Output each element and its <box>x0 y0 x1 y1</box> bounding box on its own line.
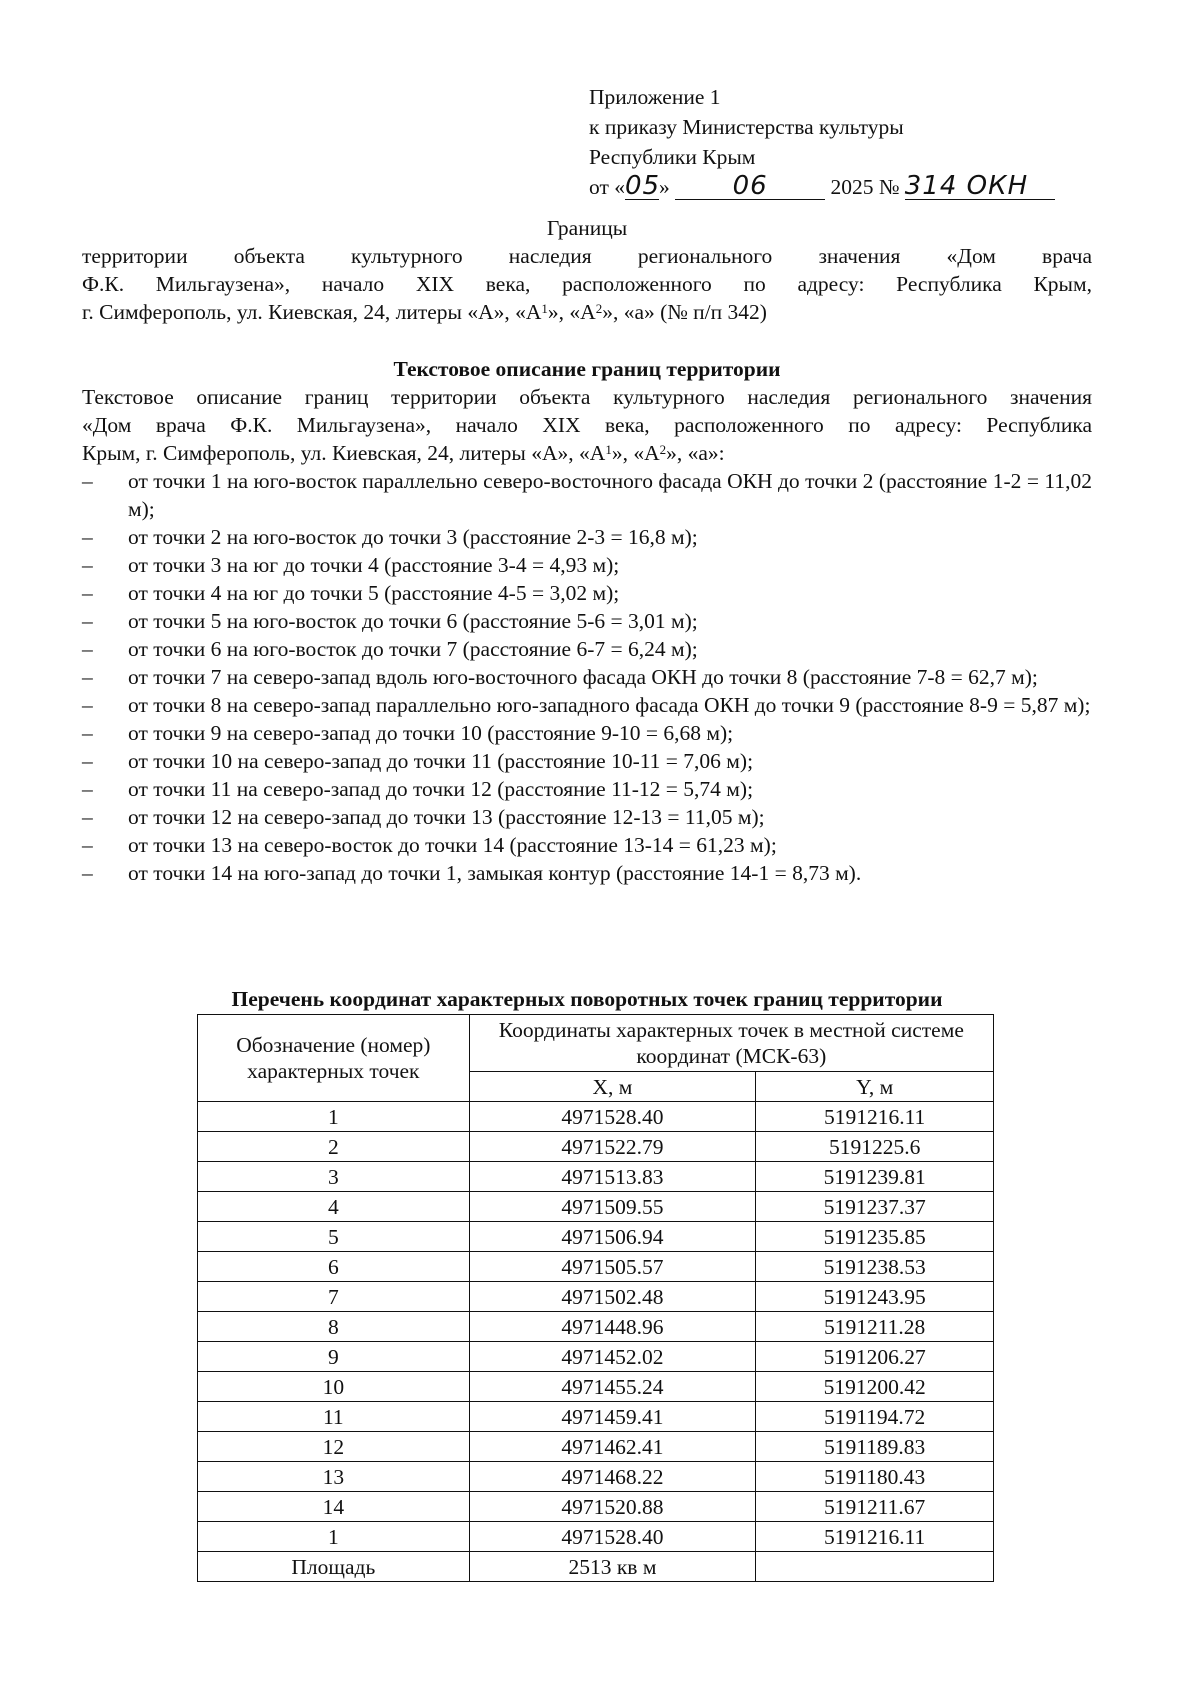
y-coordinate-cell: 5191239.81 <box>756 1162 994 1192</box>
order-date-line <box>589 172 1149 202</box>
y-coordinate-cell: 5191211.28 <box>756 1312 994 1342</box>
table-row <box>198 1252 994 1282</box>
table-row <box>198 1462 994 1492</box>
x-coordinate-cell: 4971462.41 <box>469 1432 756 1462</box>
x-coordinate-cell: 4971452.02 <box>469 1342 756 1372</box>
list-item: – от точки 8 на северо-запад параллельно юго-западного фасада ОКН до точки 9 (расстояние 8-9 = 5,87 м); <box>82 691 1092 719</box>
point-number-cell: 1 <box>198 1522 470 1552</box>
description-intro-line-2: «Дом врача Ф.К. Мильгаузена», начало XIX века, расположенного по адресу: Республика <box>82 413 1092 437</box>
table-row <box>198 1102 994 1132</box>
date-prefix: от « <box>589 175 625 199</box>
point-number-cell: 7 <box>198 1282 470 1312</box>
x-coordinate-cell: 4971513.83 <box>469 1162 756 1192</box>
y-coordinate-cell: 5191216.11 <box>756 1102 994 1132</box>
y-coordinate-cell: 5191206.27 <box>756 1342 994 1372</box>
table-row <box>198 1522 994 1552</box>
x-coordinate-cell: 4971506.94 <box>469 1222 756 1252</box>
description-heading: Текстовое описание границ территории <box>393 357 781 381</box>
y-coordinate-cell: 5191216.11 <box>756 1522 994 1552</box>
appendix-line-3: Республики Крым <box>589 145 756 169</box>
y-coordinate-cell: 5191235.85 <box>756 1222 994 1252</box>
table-row <box>198 1432 994 1462</box>
list-item: – от точки 10 на северо-запад до точки 11 (расстояние 10-11 = 7,06 м); <box>82 747 1092 775</box>
appendix-line-2: к приказу Министерства культуры <box>589 115 904 139</box>
boundary-list <box>82 467 1092 887</box>
x-coordinate-cell: 4971455.24 <box>469 1372 756 1402</box>
appendix-header <box>589 82 1149 202</box>
y-header: Y, м <box>756 1072 994 1102</box>
title-line-3: г. Симферополь, ул. Киевская, 24, литеры «А», «$А^1$», «$А^2$», «а» (№ п/п 342) <box>82 300 767 324</box>
list-item: – от точки 11 на северо-запад до точки 12 (расстояние 11-12 = 5,74 м); <box>82 775 1092 803</box>
table-row <box>198 1132 994 1162</box>
y-coordinate-cell: 5191189.83 <box>756 1432 994 1462</box>
title-heading: Границы <box>546 216 628 240</box>
table-row <box>198 1312 994 1342</box>
list-item: – от точки 9 на северо-запад до точки 10 (расстояние 9-10 = 6,68 м); <box>82 719 1092 747</box>
point-number-cell: 3 <box>198 1162 470 1192</box>
point-number-cell: 14 <box>198 1492 470 1522</box>
list-item: – от точки 5 на юго-восток до точки 6 (расстояние 5-6 = 3,01 м); <box>82 607 1092 635</box>
table-row <box>198 1372 994 1402</box>
table-row <box>198 1342 994 1372</box>
y-coordinate-cell: 5191237.37 <box>756 1192 994 1222</box>
list-item: – от точки 12 на северо-запад до точки 13 (расстояние 12-13 = 11,05 м); <box>82 803 1092 831</box>
order-year-number-label: 2025 № <box>830 175 900 199</box>
date-day-suffix: » <box>659 175 670 199</box>
point-number-cell: 2 <box>198 1132 470 1162</box>
point-number-cell: 4 <box>198 1192 470 1222</box>
table-title: Перечень координат характерных поворотных точек границ территории <box>231 987 943 1011</box>
x-coordinate-cell: 4971509.55 <box>469 1192 756 1222</box>
table-row <box>198 1192 994 1222</box>
area-label: Площадь <box>198 1552 470 1582</box>
area-empty-cell <box>756 1552 994 1582</box>
list-item: – от точки 7 на северо-запад вдоль юго-восточного фасада ОКН до точки 8 (расстояние 7-8 = 62,7 м); <box>82 663 1092 691</box>
area-value: 2513 кв м <box>469 1552 756 1582</box>
list-item: – от точки 6 на юго-восток до точки 7 (расстояние 6-7 = 6,24 м); <box>82 635 1092 663</box>
point-number-header: Обозначение (номер) характерных точек <box>198 1015 470 1102</box>
y-coordinate-cell: 5191243.95 <box>756 1282 994 1312</box>
title-line-1: территории объекта культурного наследия регионального значения «Дом врача <box>82 244 1092 268</box>
point-number-cell: 13 <box>198 1462 470 1492</box>
x-coordinate-cell: 4971522.79 <box>469 1132 756 1162</box>
point-number-cell: 6 <box>198 1252 470 1282</box>
x-coordinate-cell: 4971528.40 <box>469 1522 756 1552</box>
order-number: 314 ОКН <box>905 173 1055 200</box>
y-coordinate-cell: 5191238.53 <box>756 1252 994 1282</box>
list-item: – от точки 1 на юго-восток параллельно северо-восточного фасада ОКН до точки 2 (расстояние 1-2 = 11,02 м); <box>82 467 1092 523</box>
x-coordinate-cell: 4971528.40 <box>469 1102 756 1132</box>
x-coordinate-cell: 4971468.22 <box>469 1462 756 1492</box>
list-item: – от точки 13 на северо-восток до точки 14 (расстояние 13-14 = 61,23 м); <box>82 831 1092 859</box>
point-number-cell: 12 <box>198 1432 470 1462</box>
point-number-cell: 8 <box>198 1312 470 1342</box>
table-row <box>198 1282 994 1312</box>
point-number-cell: 9 <box>198 1342 470 1372</box>
title-line-2: Ф.К. Мильгаузена», начало XIX века, расположенного по адресу: Республика Крым, <box>82 272 1092 296</box>
list-item: – от точки 14 на юго-запад до точки 1, замыкая контур (расстояние 14-1 = 8,73 м). <box>82 859 1092 887</box>
point-number-cell: 1 <box>198 1102 470 1132</box>
description-intro-line-3: Крым, г. Симферополь, ул. Киевская, 24, литеры «А», «$А^1$», «$А^2$», «а»: <box>82 441 725 465</box>
table-row <box>198 1402 994 1432</box>
table-row <box>198 1492 994 1522</box>
table-row <box>198 1222 994 1252</box>
point-number-cell: 5 <box>198 1222 470 1252</box>
x-coordinate-cell: 4971448.96 <box>469 1312 756 1342</box>
title-block <box>82 214 1092 326</box>
point-number-cell: 11 <box>198 1402 470 1432</box>
list-item: – от точки 3 на юг до точки 4 (расстояние 3-4 = 4,93 м); <box>82 551 1092 579</box>
order-month: 06 <box>675 173 825 200</box>
y-coordinate-cell: 5191200.42 <box>756 1372 994 1402</box>
y-coordinate-cell: 5191194.72 <box>756 1402 994 1432</box>
description-intro-line-1: Текстовое описание границ территории объекта культурного наследия регионального значения <box>82 385 1092 409</box>
coordinates-header: Координаты характерных точек в местной системе координат (МСК-63) <box>469 1015 993 1072</box>
y-coordinate-cell: 5191225.6 <box>756 1132 994 1162</box>
y-coordinate-cell: 5191211.67 <box>756 1492 994 1522</box>
list-item: – от точки 4 на юг до точки 5 (расстояние 4-5 = 3,02 м); <box>82 579 1092 607</box>
x-coordinate-cell: 4971502.48 <box>469 1282 756 1312</box>
description-section <box>82 355 1092 887</box>
list-item: – от точки 2 на юго-восток до точки 3 (расстояние 2-3 = 16,8 м); <box>82 523 1092 551</box>
x-coordinate-cell: 4971505.57 <box>469 1252 756 1282</box>
x-coordinate-cell: 4971520.88 <box>469 1492 756 1522</box>
coordinates-body <box>198 1102 994 1552</box>
x-header: X, м <box>469 1072 756 1102</box>
appendix-line-1: Приложение 1 <box>589 85 721 109</box>
order-day: 05 <box>625 171 661 201</box>
table-row <box>198 1162 994 1192</box>
point-number-cell: 10 <box>198 1372 470 1402</box>
y-coordinate-cell: 5191180.43 <box>756 1462 994 1492</box>
x-coordinate-cell: 4971459.41 <box>469 1402 756 1432</box>
coordinates-table <box>197 1014 994 1582</box>
area-row <box>198 1552 994 1582</box>
